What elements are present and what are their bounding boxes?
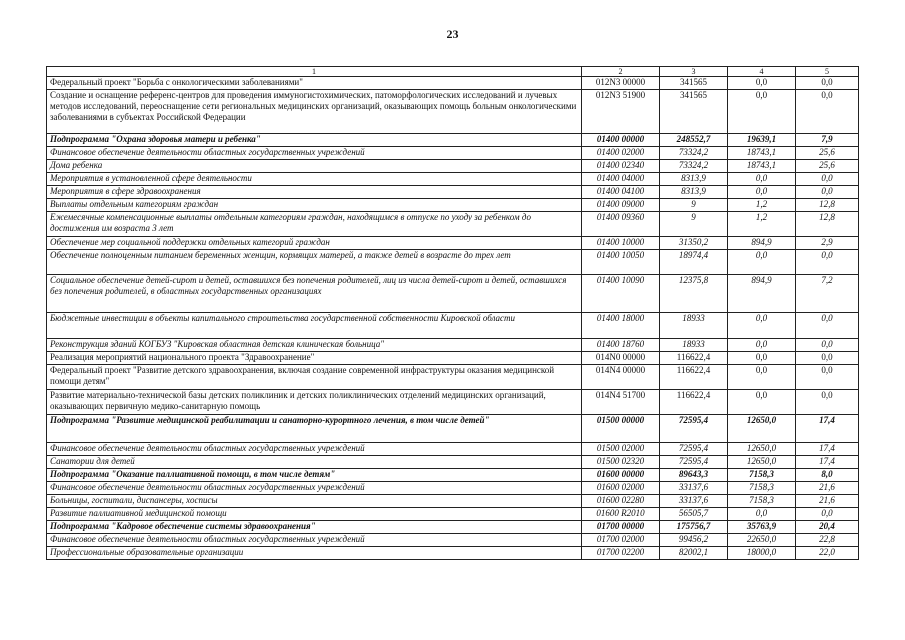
table-row (47, 313, 859, 339)
table-row (47, 250, 859, 275)
row-value-planned-cell: 9 (660, 199, 728, 212)
row-name-cell: Социальное обеспечение детей-сирот и детей, оставшихся без попечения родителей, лиц из числа детей-сирот и детей, оставшихся без попечения родителей, в областных государственных организациях (47, 275, 582, 313)
row-name-cell: Подпрограмма "Охрана здоровья матери и ребенка" (47, 134, 582, 147)
row-code-cell: 01500 00000 (582, 415, 660, 443)
row-value-actual-cell: 0,0 (728, 313, 796, 339)
budget-table (46, 66, 859, 560)
row-code-cell: 014N0 00000 (582, 352, 660, 365)
row-percent-cell: 0,0 (796, 508, 859, 521)
header-cell-2: 2 (582, 67, 660, 77)
table-row (47, 160, 859, 173)
row-code-cell: 012N3 00000 (582, 77, 660, 90)
row-name-cell: Федеральный проект "Борьба с онкологическими заболеваниями" (47, 77, 582, 90)
row-percent-cell: 7,9 (796, 134, 859, 147)
row-code-cell: 01400 04100 (582, 186, 660, 199)
row-percent-cell: 0,0 (796, 173, 859, 186)
row-code-cell: 01400 18760 (582, 339, 660, 352)
row-value-planned-cell: 341565 (660, 77, 728, 90)
row-code-cell: 01600 R2010 (582, 508, 660, 521)
row-value-actual-cell: 12650,0 (728, 443, 796, 456)
row-name-cell: Мероприятия в сфере здравоохранения (47, 186, 582, 199)
row-code-cell: 01700 02000 (582, 534, 660, 547)
row-percent-cell: 0,0 (796, 250, 859, 275)
row-code-cell: 01400 10000 (582, 237, 660, 250)
row-value-actual-cell: 0,0 (728, 352, 796, 365)
table-row (47, 212, 859, 237)
row-value-planned-cell: 18933 (660, 339, 728, 352)
row-code-cell: 014N4 00000 (582, 365, 660, 390)
header-cell-5: 5 (796, 67, 859, 77)
row-percent-cell: 12,8 (796, 212, 859, 237)
row-value-planned-cell: 99456,2 (660, 534, 728, 547)
row-name-cell: Финансовое обеспечение деятельности областных государственных учреждений (47, 443, 582, 456)
row-name-cell: Санатории для детей (47, 456, 582, 469)
row-name-cell: Реализация мероприятий национального проекта "Здравоохранение" (47, 352, 582, 365)
row-value-planned-cell: 73324,2 (660, 160, 728, 173)
row-code-cell: 01700 00000 (582, 521, 660, 534)
row-code-cell: 01400 02340 (582, 160, 660, 173)
table-row (47, 495, 859, 508)
row-value-planned-cell: 56505,7 (660, 508, 728, 521)
header-cell-1: 1 (47, 67, 582, 77)
row-code-cell: 01400 18000 (582, 313, 660, 339)
table-row (47, 77, 859, 90)
row-value-planned-cell: 9 (660, 212, 728, 237)
row-name-cell: Ежемесячные компенсационные выплаты отдельным категориям граждан, находящимся в отпуске по уходу за ребенком до достижения им возраста 3 лет (47, 212, 582, 237)
row-percent-cell: 17,4 (796, 415, 859, 443)
table-row (47, 534, 859, 547)
row-percent-cell: 25,6 (796, 147, 859, 160)
row-name-cell: Дома ребенка (47, 160, 582, 173)
row-percent-cell: 20,4 (796, 521, 859, 534)
row-value-actual-cell: 35763,9 (728, 521, 796, 534)
row-value-actual-cell: 18743,1 (728, 147, 796, 160)
row-value-planned-cell: 31350,2 (660, 237, 728, 250)
row-name-cell: Подпрограмма "Развитие медицинской реабилитации и санаторно-курортного лечения, в том числе детей" (47, 415, 582, 443)
row-value-planned-cell: 116622,4 (660, 365, 728, 390)
table-row (47, 147, 859, 160)
row-value-planned-cell: 73324,2 (660, 147, 728, 160)
row-percent-cell: 22,8 (796, 534, 859, 547)
table-row (47, 134, 859, 147)
row-percent-cell: 0,0 (796, 365, 859, 390)
row-name-cell: Финансовое обеспечение деятельности областных государственных учреждений (47, 147, 582, 160)
row-value-actual-cell: 12650,0 (728, 415, 796, 443)
row-percent-cell: 0,0 (796, 90, 859, 134)
row-code-cell: 01600 00000 (582, 469, 660, 482)
row-percent-cell: 21,6 (796, 495, 859, 508)
row-code-cell: 01700 02200 (582, 547, 660, 560)
table-row (47, 339, 859, 352)
row-code-cell: 01400 00000 (582, 134, 660, 147)
row-code-cell: 01400 02000 (582, 147, 660, 160)
row-name-cell: Финансовое обеспечение деятельности областных государственных учреждений (47, 482, 582, 495)
row-code-cell: 01500 02000 (582, 443, 660, 456)
table-row (47, 237, 859, 250)
header-row (47, 67, 859, 77)
row-percent-cell: 12,8 (796, 199, 859, 212)
row-value-planned-cell: 18974,4 (660, 250, 728, 275)
row-name-cell: Профессиональные образовательные организации (47, 547, 582, 560)
row-percent-cell: 17,4 (796, 443, 859, 456)
row-code-cell: 01400 09360 (582, 212, 660, 237)
table-row (47, 521, 859, 534)
table-body (47, 67, 859, 560)
row-value-planned-cell: 12375,8 (660, 275, 728, 313)
table-row (47, 415, 859, 443)
row-value-planned-cell: 82002,1 (660, 547, 728, 560)
row-value-actual-cell: 0,0 (728, 186, 796, 199)
row-code-cell: 01400 10050 (582, 250, 660, 275)
row-percent-cell: 0,0 (796, 313, 859, 339)
row-code-cell: 014N4 51700 (582, 390, 660, 415)
row-value-actual-cell: 18000,0 (728, 547, 796, 560)
header-cell-4: 4 (728, 67, 796, 77)
table-row (47, 173, 859, 186)
row-value-actual-cell: 1,2 (728, 199, 796, 212)
table-row (47, 547, 859, 560)
row-name-cell: Финансовое обеспечение деятельности областных государственных учреждений (47, 534, 582, 547)
row-code-cell: 01500 02320 (582, 456, 660, 469)
row-percent-cell: 0,0 (796, 390, 859, 415)
row-value-actual-cell: 0,0 (728, 508, 796, 521)
row-percent-cell: 0,0 (796, 339, 859, 352)
row-name-cell: Реконструкция зданий КОГБУЗ "Кировская областная детская клиническая больница" (47, 339, 582, 352)
row-code-cell: 01400 04000 (582, 173, 660, 186)
table-row (47, 390, 859, 415)
row-value-planned-cell: 175756,7 (660, 521, 728, 534)
row-value-planned-cell: 341565 (660, 90, 728, 134)
row-value-actual-cell: 7158,3 (728, 495, 796, 508)
row-value-actual-cell: 0,0 (728, 365, 796, 390)
table-row (47, 199, 859, 212)
row-name-cell: Развитие паллиативной медицинской помощи (47, 508, 582, 521)
row-value-planned-cell: 89643,3 (660, 469, 728, 482)
row-value-actual-cell: 0,0 (728, 390, 796, 415)
row-value-actual-cell: 0,0 (728, 90, 796, 134)
table-row (47, 352, 859, 365)
row-name-cell: Развитие материально-технической базы детских поликлиник и детских поликлинических отделений медицинских организаций, оказывающих первичную медико-санитарную помощь (47, 390, 582, 415)
row-code-cell: 01600 02000 (582, 482, 660, 495)
row-value-actual-cell: 18743,1 (728, 160, 796, 173)
row-name-cell: Бюджетные инвестиции в объекты капитального строительства государственной собственности Кировской области (47, 313, 582, 339)
table-row (47, 90, 859, 134)
row-value-actual-cell: 894,9 (728, 237, 796, 250)
row-value-actual-cell: 0,0 (728, 77, 796, 90)
row-percent-cell: 7,2 (796, 275, 859, 313)
row-value-planned-cell: 33137,6 (660, 482, 728, 495)
row-value-actual-cell: 0,0 (728, 250, 796, 275)
row-code-cell: 012N3 51900 (582, 90, 660, 134)
row-name-cell: Обеспечение мер социальной поддержки отдельных категорий граждан (47, 237, 582, 250)
row-value-actual-cell: 1,2 (728, 212, 796, 237)
row-name-cell: Создание и оснащение референс-центров для проведения иммуногистохимических, патоморфологических исследований и лучевых методов исследований, переоснащение сети региональных медицинских организаций, оказывающих помощь больным онкологическими заболеваниями в субъектах Российской Федерации (47, 90, 582, 134)
row-value-planned-cell: 72595,4 (660, 443, 728, 456)
row-name-cell: Обеспечение полноценным питанием беременных женщин, кормящих матерей, а также детей в возрасте до трех лет (47, 250, 582, 275)
table-row (47, 469, 859, 482)
table-row (47, 365, 859, 390)
page-number: 23 (446, 27, 459, 41)
row-value-planned-cell: 8313,9 (660, 186, 728, 199)
row-name-cell: Подпрограмма "Кадровое обеспечение системы здравоохранения" (47, 521, 582, 534)
table-row (47, 482, 859, 495)
row-percent-cell: 8,0 (796, 469, 859, 482)
row-code-cell: 01600 02280 (582, 495, 660, 508)
row-value-actual-cell: 22650,0 (728, 534, 796, 547)
row-value-planned-cell: 18933 (660, 313, 728, 339)
row-percent-cell: 0,0 (796, 77, 859, 90)
row-value-planned-cell: 116622,4 (660, 352, 728, 365)
row-percent-cell: 0,0 (796, 352, 859, 365)
row-name-cell: Подпрограмма "Оказание паллиативной помощи, в том числе детям" (47, 469, 582, 482)
row-percent-cell: 2,9 (796, 237, 859, 250)
row-value-actual-cell: 19639,1 (728, 134, 796, 147)
table-row (47, 508, 859, 521)
row-value-actual-cell: 7158,3 (728, 469, 796, 482)
row-value-actual-cell: 12650,0 (728, 456, 796, 469)
row-value-actual-cell: 7158,3 (728, 482, 796, 495)
row-value-actual-cell: 0,0 (728, 339, 796, 352)
row-percent-cell: 25,6 (796, 160, 859, 173)
table-row (47, 186, 859, 199)
table-row (47, 456, 859, 469)
row-percent-cell: 0,0 (796, 186, 859, 199)
row-value-planned-cell: 72595,4 (660, 415, 728, 443)
row-code-cell: 01400 10090 (582, 275, 660, 313)
row-percent-cell: 22,0 (796, 547, 859, 560)
table-row (47, 443, 859, 456)
row-value-planned-cell: 33137,6 (660, 495, 728, 508)
header-cell-3: 3 (660, 67, 728, 77)
row-value-planned-cell: 72595,4 (660, 456, 728, 469)
row-value-actual-cell: 0,0 (728, 173, 796, 186)
row-name-cell: Мероприятия в установленной сфере деятельности (47, 173, 582, 186)
row-name-cell: Выплаты отдельным категориям граждан (47, 199, 582, 212)
row-value-planned-cell: 248552,7 (660, 134, 728, 147)
row-percent-cell: 17,4 (796, 456, 859, 469)
row-value-planned-cell: 8313,9 (660, 173, 728, 186)
row-percent-cell: 21,6 (796, 482, 859, 495)
row-code-cell: 01400 09000 (582, 199, 660, 212)
row-name-cell: Федеральный проект "Развитие детского здравоохранения, включая создание современной инфраструктуры оказания медицинской помощи детям" (47, 365, 582, 390)
row-value-planned-cell: 116622,4 (660, 390, 728, 415)
row-value-actual-cell: 894,9 (728, 275, 796, 313)
table-row (47, 275, 859, 313)
row-name-cell: Больницы, госпитали, диспансеры, хосписы (47, 495, 582, 508)
